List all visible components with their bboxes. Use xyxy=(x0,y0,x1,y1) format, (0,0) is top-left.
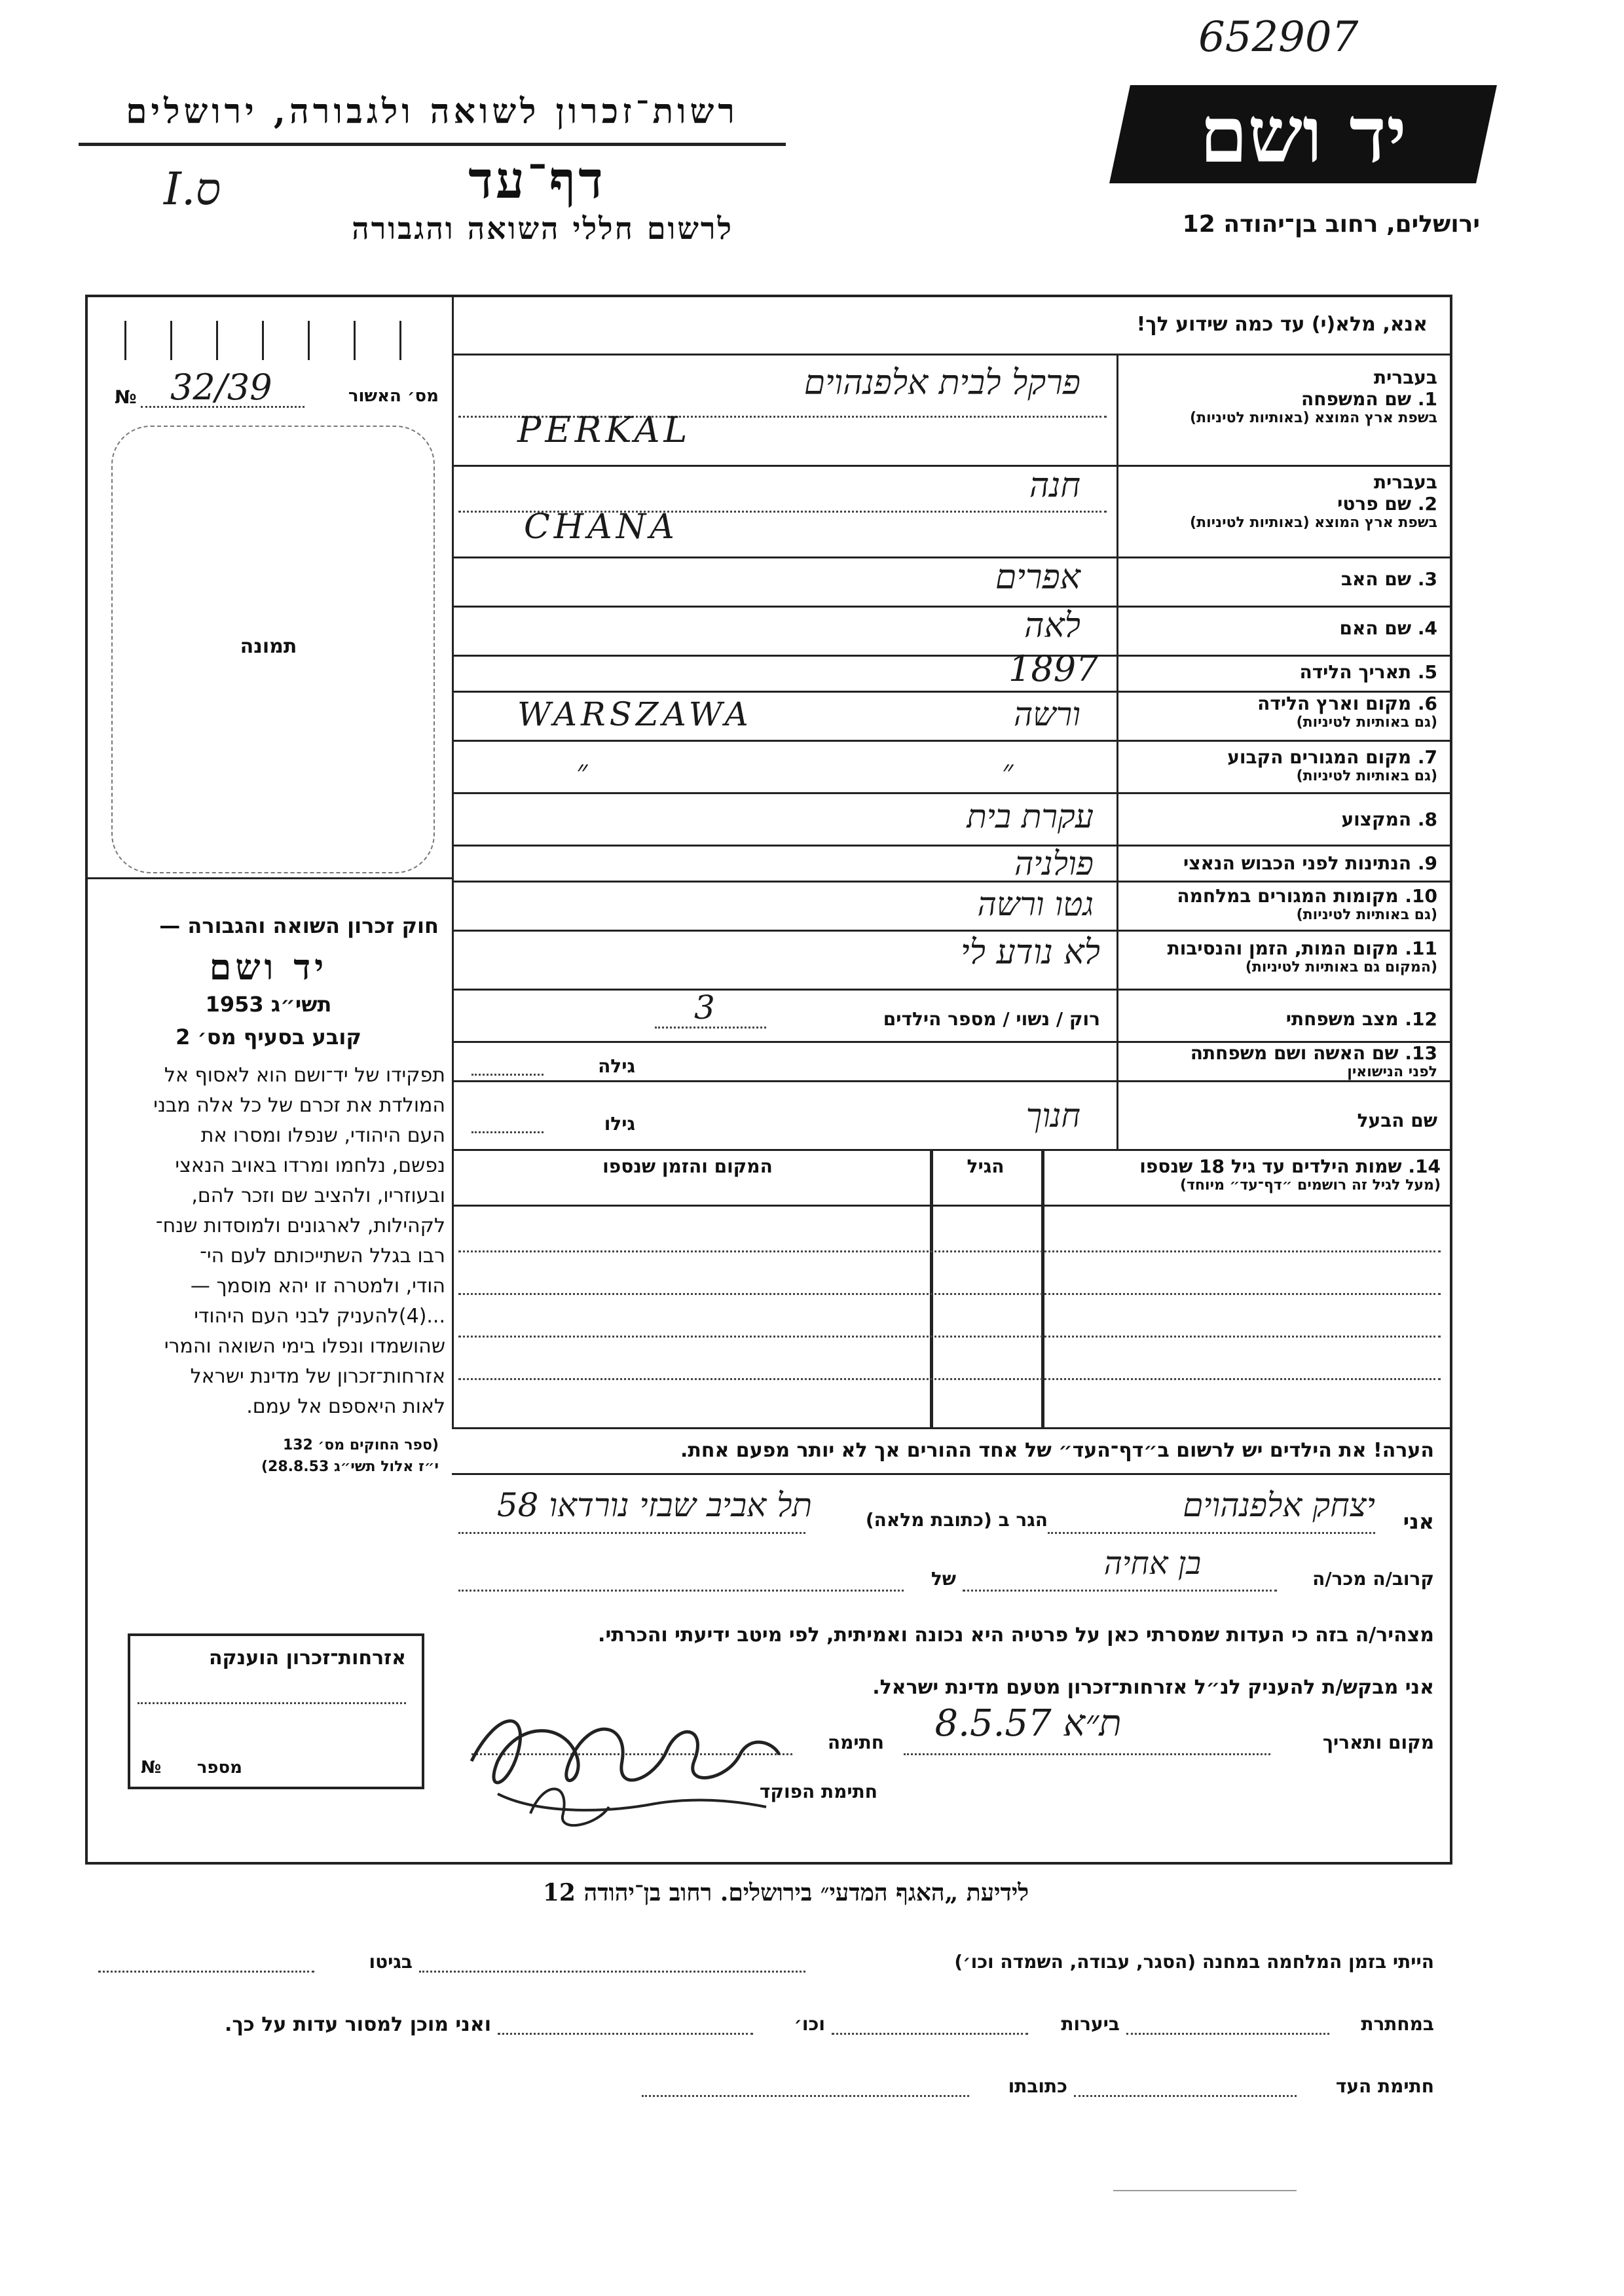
form-title: דף־עד xyxy=(468,151,606,210)
photo-label: תמונה xyxy=(240,635,297,658)
relation-value: בן אחיה xyxy=(1103,1545,1202,1582)
row-rule xyxy=(452,989,1450,991)
field-6-label-block xyxy=(1123,693,1437,731)
children-col-divider-2 xyxy=(1041,1149,1044,1427)
declarant-name-dots xyxy=(1048,1532,1375,1534)
field-6-number: 6. xyxy=(1417,693,1437,714)
law-body-line: העם היהודי, שנפלו ומסרו את xyxy=(200,1124,445,1147)
children-note: הערה! את הילדים יש לרשום ב״דף־העד״ של אחד ההורים אך לא יותר מפעם אחת. xyxy=(680,1439,1434,1462)
bottom-line2-underground: במחתרת xyxy=(1361,2013,1434,2035)
law-body-line: המולדת את זכרם של כל אלה מבני xyxy=(153,1094,445,1117)
law-body-line: הודי, ולמטרה זו יהא מוסמך — xyxy=(190,1275,445,1298)
instruction-underline xyxy=(452,354,1450,355)
field-6-value-he: ורשה xyxy=(1013,695,1080,733)
field-13-sub: לפני הנישואין xyxy=(1347,1064,1437,1080)
shel-dots xyxy=(458,1590,904,1592)
field-3-label xyxy=(1123,568,1437,590)
field-10-title: מקומות המגורים במלחמה xyxy=(1177,885,1399,907)
place-date-label: מקום ותאריך xyxy=(1322,1732,1434,1753)
camp-dots xyxy=(419,1971,805,1973)
field-1-value-lat: PERKAL xyxy=(517,409,692,450)
field-6-value-lat: WARSZAWA xyxy=(517,695,752,733)
field-7-label xyxy=(1123,746,1437,768)
law-section: קובע בסעיף מס׳ 2 xyxy=(175,1025,361,1049)
archive-number: 652907 xyxy=(1198,13,1359,62)
ghetto-dots xyxy=(98,1971,314,1973)
registration-label: מס׳ האשור xyxy=(348,386,439,406)
field-11-label xyxy=(1123,938,1437,959)
declarant-ani: אני xyxy=(1403,1509,1434,1534)
field-1-number: 1. xyxy=(1417,388,1437,410)
law-body-line: לאות היאספם אל עמם. xyxy=(246,1395,445,1418)
page-end-mark xyxy=(1113,2190,1297,2191)
law-ref-1: (ספר החוקים מס׳ 132 xyxy=(282,1437,439,1453)
label-column-divider xyxy=(1116,354,1118,1149)
signature-label: חתימה xyxy=(827,1732,884,1753)
field-3-number: 3. xyxy=(1417,568,1437,590)
field-7-label-block xyxy=(1123,746,1437,784)
field-2-label-block xyxy=(1123,471,1437,531)
address-dots xyxy=(458,1532,805,1534)
witness-address-dots xyxy=(642,2095,969,2097)
field-13-number: 13. xyxy=(1405,1042,1437,1064)
declarant-address: תל אביב שבזי נורדאו 58 xyxy=(496,1486,812,1524)
children-row xyxy=(458,1293,1441,1295)
field-9-title: הנתינות לפני הכבוש הנאצי xyxy=(1183,852,1412,874)
field-7-title: מקום המגורים הקבוע xyxy=(1227,746,1412,768)
field-6-label xyxy=(1123,693,1437,714)
field-10-label-block xyxy=(1123,885,1437,923)
bottom-line2-ready: ואני מוכן למסור עדות על כך. xyxy=(225,2013,491,2036)
handwritten-signature xyxy=(458,1683,799,1833)
field-2-value-lat: CHANA xyxy=(524,507,678,547)
citizenship-number-label: מספר xyxy=(196,1758,242,1777)
field-1-label xyxy=(1123,388,1437,410)
field-9-number: 9. xyxy=(1417,852,1437,874)
field-3-value: אפרים xyxy=(995,558,1080,597)
law-body-line: תפקידו של יד־ושם הוא לאסוף אל xyxy=(164,1064,445,1087)
field-2-number: 2. xyxy=(1417,493,1437,515)
children-header-block xyxy=(1048,1156,1441,1194)
citizenship-dots xyxy=(138,1702,406,1704)
witness-signature-dots xyxy=(1074,2095,1297,2097)
field-3-title: שם האב xyxy=(1340,568,1412,590)
witness-address-label: כתובתו xyxy=(1008,2075,1067,2097)
field-11-title: מקום המות, הזמן והנסיבות xyxy=(1167,938,1399,959)
officer-label: חתימת הפוקד xyxy=(759,1781,877,1802)
field-11-sub: (המקום גם באותיות לטיניות) xyxy=(1245,959,1437,975)
forests-dots xyxy=(832,2033,1028,2035)
wife-age-label: גילה xyxy=(598,1055,635,1077)
children-row xyxy=(458,1336,1441,1338)
field-7-sub: (גם באותיות לטיניות) xyxy=(1296,768,1437,784)
field-4-title: שם האם xyxy=(1339,617,1412,639)
row-rule xyxy=(452,792,1450,794)
children-number: 14. xyxy=(1408,1156,1441,1177)
law-title: חוק זכרון השואה והגבורה — xyxy=(159,913,439,938)
field-5-title: תאריך הלידה xyxy=(1299,661,1412,683)
field-12-options: רוק / נשוי / מספר הילדים xyxy=(883,1008,1100,1030)
note-rule xyxy=(452,1473,1450,1475)
children-col-divider-1 xyxy=(930,1149,933,1427)
field-8-number: 8. xyxy=(1417,809,1437,830)
field-2-heb-tag: בעברית xyxy=(1373,471,1437,493)
declaration-text: מצהיר/ה בזה כי העדות שמסרתי כאן על פרטיה היא נכונה ואמיתית, לפי מיטב ידיעתי והכרתי. xyxy=(598,1624,1434,1647)
etc-dots xyxy=(498,2033,753,2035)
law-body-line: ובעוזריו, ולהציב שם וזכר להם, xyxy=(191,1184,445,1207)
bottom-line2-etc: וכו׳ xyxy=(794,2013,825,2035)
row-rule xyxy=(452,1080,1450,1082)
children-count: 3 xyxy=(694,989,715,1027)
law-body-line: שהושמדו ונפלו בימי השואה והמרי xyxy=(164,1335,445,1358)
field-1-sub: בשפת ארץ המוצא (באותיות לטיניות) xyxy=(1190,410,1437,426)
field-4-value: לאה xyxy=(1024,606,1080,646)
authority-name: רשות־זכרון לשואה ולגבורה, ירושלים xyxy=(126,92,739,132)
field-7-value-he: ״ xyxy=(1002,753,1014,788)
row-rule xyxy=(452,655,1450,657)
relation-dots xyxy=(963,1590,1277,1592)
field-10-number: 10. xyxy=(1405,885,1437,907)
address-label: הגר ב (כתובת מלאה) xyxy=(865,1509,1048,1531)
field-6-sub: (גם באותיות לטיניות) xyxy=(1296,714,1437,731)
field-13-title: שם האשה ושם משפחתה xyxy=(1190,1042,1399,1064)
law-body xyxy=(95,1061,445,1422)
wife-age-dots xyxy=(471,1074,544,1076)
bottom-title: לידיעת „האגף המדעי״ בירושלים. רחוב בן־יהודה 12 xyxy=(542,1879,1029,1906)
field-13-label xyxy=(1123,1042,1437,1064)
row-rule xyxy=(452,930,1450,932)
field-8-label xyxy=(1123,809,1437,830)
request-text: אני מבקש/ת להעניק לנ״ל אזרחות־זכרון מטעם מדינת ישראל. xyxy=(872,1676,1434,1699)
field-11-label-block xyxy=(1123,938,1437,975)
field-12-number: 12. xyxy=(1405,1008,1437,1030)
field-2-title: שם פרטי xyxy=(1337,493,1412,515)
law-body-line: רבו בגלל השתייכותם לעם הי־ xyxy=(200,1245,445,1267)
field-1-value-he: פרקל לבית אלפנהוים xyxy=(803,363,1080,403)
children-row xyxy=(458,1250,1441,1252)
children-age-header: הגיל xyxy=(967,1156,1005,1177)
law-name: יד ושם xyxy=(209,946,328,988)
relation-shel: של xyxy=(931,1568,956,1590)
field-6-title: מקום וארץ הלידה xyxy=(1257,693,1412,714)
field-12-title: מצב משפחתי xyxy=(1285,1008,1399,1030)
children-header xyxy=(1048,1156,1441,1177)
children-bottom-rule xyxy=(452,1427,1450,1429)
children-place-header: המקום והזמן שנספו xyxy=(602,1156,773,1177)
photo-bottom-line xyxy=(85,877,452,879)
law-body-line: לקהילות, לארגונים ולמוסדות שנח־ xyxy=(155,1214,445,1237)
field-4-label xyxy=(1123,617,1437,639)
law-ref-2: י״ז אלול תשי״ג 28.8.53) xyxy=(261,1459,439,1475)
law-body-line: אזרחות־זכרון של מדינת ישראל xyxy=(190,1365,445,1388)
registration-no-mark: № xyxy=(115,386,137,408)
field-2-label xyxy=(1123,493,1437,515)
field-8-value: עקרת בית xyxy=(967,797,1094,835)
field-2-sub: בשפת ארץ המוצא (באותיות לטיניות) xyxy=(1190,515,1437,531)
bottom-line1-ghetto: בגיטו xyxy=(369,1951,413,1973)
form-subtitle: לרשום חללי השואה והגבורה xyxy=(352,211,733,246)
citizenship-no-mark: № xyxy=(141,1758,162,1777)
husband-label: שם הבעל xyxy=(1357,1110,1437,1131)
law-year: תשי״ג 1953 xyxy=(205,992,332,1017)
bottom-line1-camp: הייתי בזמן המלחמה במחנה (הסגר, עבודה, השמדה וכו׳) xyxy=(954,1951,1434,1973)
bottom-line2-forests: ביערות xyxy=(1061,2013,1120,2035)
husband-age-dots xyxy=(471,1131,544,1133)
field-12-label xyxy=(1123,1008,1437,1030)
citizenship-title: אזרחות־זכרון הוענקה xyxy=(208,1647,406,1669)
field-9-value: פולניה xyxy=(1014,845,1094,883)
underground-dots xyxy=(1126,2033,1329,2035)
field-10-value: גטו ורשה xyxy=(977,885,1094,923)
corner-note: I.ס xyxy=(164,164,221,215)
field-2-value-he: חנה xyxy=(1029,466,1080,505)
field-9-label xyxy=(1123,852,1437,874)
registration-ticks xyxy=(98,308,439,360)
place-date-dots xyxy=(904,1753,1270,1755)
field-5-number: 5. xyxy=(1417,661,1437,683)
header-underline xyxy=(79,143,786,146)
field-12-dots xyxy=(655,1027,766,1029)
field-1-heb-tag: בעברית xyxy=(1373,367,1437,388)
row-rule xyxy=(452,740,1450,742)
husband-age-label: גילו xyxy=(604,1113,635,1135)
husband-value: חנוך xyxy=(1025,1097,1080,1135)
field-13-label-block xyxy=(1123,1042,1437,1080)
logo-text: יד ושם xyxy=(1199,89,1407,180)
header-address: ירושלים, רחוב בן־יהודה 12 xyxy=(1182,211,1480,238)
registration-dots xyxy=(141,406,304,408)
field-5-value: 1897 xyxy=(1008,648,1099,689)
field-1-title: שם המשפחה xyxy=(1301,388,1412,410)
field-7-number: 7. xyxy=(1417,746,1437,768)
declarant-name: יצחק אלפנהוים xyxy=(1183,1486,1375,1524)
children-header-rule xyxy=(452,1205,1450,1207)
field-10-sub: (גם באותיות לטיניות) xyxy=(1296,907,1437,923)
field-10-label xyxy=(1123,885,1437,907)
field-1-label-block xyxy=(1123,367,1437,426)
row-rule xyxy=(452,1149,1450,1151)
witness-signature-label: חתימת העד xyxy=(1335,2075,1434,2097)
children-header-sub: (מעל לגיל זה רושמים ״דף־עד״ מיוחד) xyxy=(1179,1177,1441,1194)
registration-number: 32/39 xyxy=(170,367,272,408)
law-body-line: נפשם, נלחמו ומרדו באויב הנאצי xyxy=(175,1154,445,1177)
place-date-value: ת״א 8.5.57 xyxy=(934,1702,1122,1745)
instruction: אנא, מלא(י) עד כמה שידוע לך! xyxy=(1136,313,1428,336)
field-8-title: המקצוע xyxy=(1341,809,1412,830)
field-11-number: 11. xyxy=(1405,938,1437,959)
relative-label: קרוב/ה מכר/ה xyxy=(1312,1568,1434,1590)
field-11-value: לא נודע לי xyxy=(960,933,1100,972)
field-4-number: 4. xyxy=(1417,617,1437,639)
field-5-label xyxy=(1123,661,1437,683)
law-body-line: ...(4)להעניק לבני העם היהודי xyxy=(194,1305,445,1328)
children-title: שמות הילדים עד גיל 18 שנספו xyxy=(1139,1156,1402,1177)
field-7-value-lat: ״ xyxy=(576,753,588,788)
children-row xyxy=(458,1378,1441,1380)
